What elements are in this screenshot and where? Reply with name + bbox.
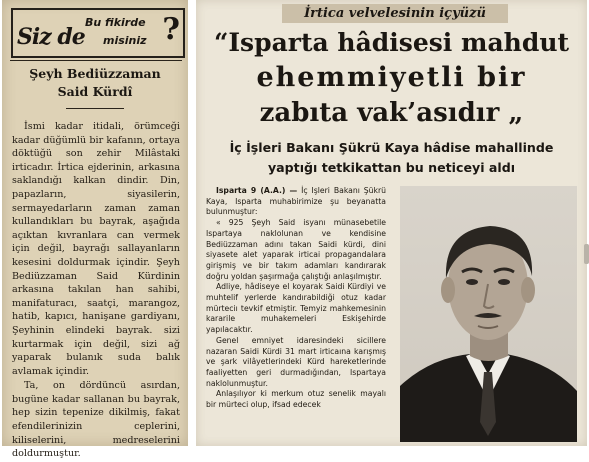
divider [66, 108, 124, 109]
news-paragraph: Genel emniyet idaresindeki sicillere nazaran Saidi Kürdi 31 mart irticaına karışmış ve şark vilâyetlerindeki Kürd hareketlerinde faaliyetten geri durmadığından, Ispartaya naklolunmuştur. [206, 335, 386, 388]
news-paragraph: « 925 Şeyh Said isyanı münasebetile Ispartaya naklolunan ve kendisine Bediüzzaman adını takan Saidi kürdi, dini siyasete alet yaparak irticai propagandalara girişmiş ve bir takım adamları kandırarak doğru yoldan şaşırmağa çalıştığı anlaşılmıştır. [206, 218, 386, 281]
subheadline-line2: yaptığı tetkikattan bu neticeyi aldı [267, 160, 516, 175]
article-title-line1: Şeyh Bediüzzaman [29, 66, 161, 81]
headline-line2: ehemmiyetli bir [256, 62, 527, 93]
news-paragraph: Anlaşılıyor ki merkum otuz senelik mayalı bir mürteci olup, ifsad edecek [206, 389, 386, 410]
column-heading-line1: Bu fikirde [85, 16, 146, 29]
article-paragraph: İsmi kadar itidali, örümceği kadar düğümlü bir kafanın, ortaya döktüğü son zehir Milâstaki irticadır. İrtica ejderinin, arkasına saklandığı kalkan dindir. Din, papazların, siyasilerin, sermayedarların zaman zaman kullandıkları bu bayrak, aşağıda açıktan kıvranlara can vermek için değil, bayrağı sallayanların kesesini doldurmak içindir. Şeyh Bediüzzaman Said Kürdinin arkasına takılan han sahibi, manifaturacı, saatçi, marangoz, hatib, kapıcı, hanişane gardiyanı, Şeyhinin elindeki bayrak. sizi kurtarmak için değil, sizi ağ yaparak bulanık suda balık avlamak içindir. [12, 121, 180, 377]
headline-line1: “Isparta hâdisesi mahdut [213, 28, 570, 57]
column-heading-question-mark: ? [162, 12, 180, 47]
column-heading-box [11, 8, 185, 58]
column-heading-main: Siz de [17, 24, 85, 50]
news-body [206, 186, 386, 411]
news-paragraph-text: İç Işleri Bakanı Şükrü Kaya, Isparta muhabirimize şu beyanatta bulunmuştur: [206, 186, 386, 217]
news-paragraph: Adliye, hâdiseye el koyarak Saidi Kürdiyi ve muhtelif yerlerde kandırabildiği otuz kadar mürteciı tevkif etmiştir. Temyiz mahkemesinin kararile muhakemeleri Eskişehirde yapılacaktır. [206, 282, 386, 335]
article-body [12, 120, 180, 462]
portrait-photo [400, 186, 577, 442]
dateline: Isparta 9 (A.A.) — [216, 186, 298, 195]
headline-line3: zabıta vak’asıdır „ [259, 98, 524, 128]
portrait-illustration [400, 186, 577, 442]
article-title-line2: Said Kürdî [57, 84, 133, 99]
news-paragraph [206, 186, 386, 218]
article-paragraph: Ta, on dördüncü asırdan, bugüne kadar sallanan bu bayrak, hep sizin tepenize dikilmiş, fakat efendilerinizin ceplerini, kiliselerini, medreselerini doldurmuştur. [12, 380, 180, 460]
subheadline-line1: İç İşleri Bakanı Şükrü Kaya hâdise mahallinde [229, 140, 554, 155]
kicker-banner: İrtica velvelesinin içyüzü [282, 4, 508, 23]
right-newspaper-clipping [196, 0, 587, 446]
divider [10, 60, 182, 61]
column-heading-line2: misiniz [103, 34, 147, 47]
scroll-indicator[interactable] [584, 244, 589, 264]
left-newspaper-clipping [2, 0, 188, 460]
